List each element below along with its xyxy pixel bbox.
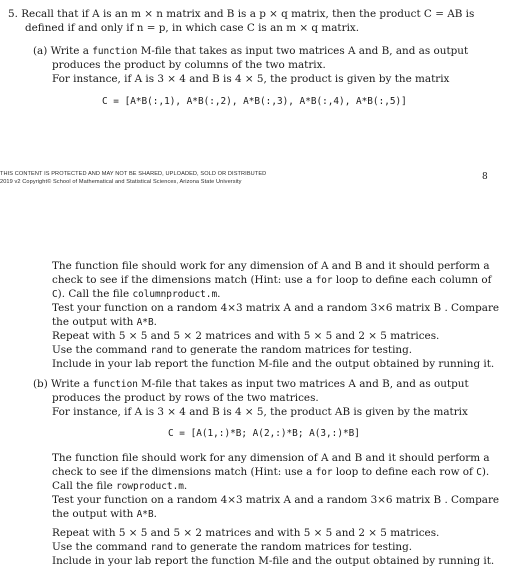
part-b-compare-line bbox=[52, 508, 157, 521]
part-a-repeat-line: Repeat with 5 × 5 and 5 × 2 matrices and with 5 × 5 and 2 × 5 matrices. bbox=[52, 330, 440, 342]
part-b-report-line: Include in your lab report the function M-file and the output obtained by running it. bbox=[52, 555, 495, 567]
part-b-compare-period: . bbox=[153, 508, 157, 520]
part-b-period: . bbox=[183, 480, 188, 492]
part-a-filename: columnproduct.m bbox=[132, 289, 218, 300]
part-a-call-file-text: ). Call the file bbox=[57, 288, 133, 300]
part-a-line-1-text: (a) Write a bbox=[33, 45, 93, 57]
part-b-requirements-line-2 bbox=[52, 466, 489, 479]
part-a-rand-code: rand bbox=[150, 345, 174, 356]
part-b-rand-line bbox=[52, 541, 412, 554]
part-b-for-keyword: for bbox=[315, 467, 333, 478]
part-b-requirements-line-1: The function file should work for any dimension of A and B and it should perform a bbox=[52, 452, 490, 464]
part-a-code-example: C = [A*B(:,1), A*B(:,2), A*B(:,3), A*B(:,4), A*B(:,5)] bbox=[102, 96, 407, 107]
question-5-line-2: defined if and only if n = p, in which case C is an m × q matrix. bbox=[25, 22, 360, 34]
part-a-line-1 bbox=[33, 45, 468, 58]
part-a-requirements-line-3 bbox=[52, 288, 220, 301]
part-a-line-1-rest: M-file that takes as input two matrices A and B, and as output bbox=[137, 45, 469, 57]
part-a-c-variable: C bbox=[52, 289, 58, 300]
part-a-hint-rest: loop to define each column of bbox=[332, 274, 492, 286]
part-b-line-1 bbox=[33, 378, 469, 391]
part-b-requirements-line-3 bbox=[52, 480, 187, 493]
part-b-call-file-text: Call the file bbox=[52, 480, 117, 492]
part-a-compare-text: the output with bbox=[52, 316, 137, 328]
part-a-period: . bbox=[217, 288, 221, 300]
part-a-rand-rest: to generate the random matrices for testing. bbox=[173, 344, 413, 356]
part-b-line-1-text: (b) Write a bbox=[33, 378, 93, 390]
part-a-rand-text: Use the command bbox=[52, 344, 151, 356]
copyright-notice-line-1: THIS CONTENT IS PROTECTED AND MAY NOT BE SHARED, UPLOADED, SOLD OR DISTRIBUTED bbox=[0, 171, 267, 177]
part-b-line-1-rest: M-file that takes as input two matrices A and B, and as output bbox=[137, 378, 469, 390]
part-b-test-line: Test your function on a random 4×3 matrix A and a random 3×6 matrix B . Compare bbox=[52, 494, 500, 506]
part-a-for-keyword: for bbox=[315, 275, 333, 286]
part-b-hint-end: ). bbox=[481, 466, 490, 478]
part-a-requirements-line-1: The function file should work for any dimension of A and B and it should perform a bbox=[52, 260, 490, 272]
part-a-hint-text: check to see if the dimensions match (Hint: use a bbox=[52, 274, 316, 286]
page-break bbox=[0, 188, 509, 252]
part-b-rand-rest: to generate the random matrices for testing. bbox=[173, 541, 413, 553]
part-a-ab-code: A*B bbox=[136, 317, 154, 328]
part-b-hint-text: check to see if the dimensions match (Hint: use a bbox=[52, 466, 316, 478]
part-a-compare-line bbox=[52, 316, 157, 329]
part-b-line-3: For instance, if A is 3 × 4 and B is 4 × 5, the product AB is given by the matrix bbox=[52, 406, 468, 418]
part-b-function-keyword: function bbox=[92, 379, 138, 390]
part-b-ab-code: A*B bbox=[136, 509, 154, 520]
part-b-code-example: C = [A(1,:)*B; A(2,:)*B; A(3,:)*B] bbox=[168, 428, 360, 439]
part-b-rand-code: rand bbox=[150, 542, 174, 553]
part-b-rand-text: Use the command bbox=[52, 541, 151, 553]
part-b-c-variable: C bbox=[476, 467, 482, 478]
part-a-line-3: For instance, if A is 3 × 4 and B is 4 × 5, the product is given by the matrix bbox=[52, 73, 450, 85]
part-b-hint-mid: loop to define each row of bbox=[332, 466, 477, 478]
page-number: 8 bbox=[482, 172, 488, 182]
part-a-requirements-line-2 bbox=[52, 274, 491, 287]
part-a-function-keyword: function bbox=[92, 46, 138, 57]
part-b-compare-text: the output with bbox=[52, 508, 137, 520]
part-b-filename: rowproduct.m bbox=[116, 481, 184, 492]
part-a-test-line: Test your function on a random 4×3 matrix A and a random 3×6 matrix B . Compare bbox=[52, 302, 500, 314]
part-a-report-line: Include in your lab report the function M-file and the output obtained by running it. bbox=[52, 358, 495, 370]
part-b-repeat-line: Repeat with 5 × 5 and 5 × 2 matrices and with 5 × 5 and 2 × 5 matrices. bbox=[52, 527, 440, 539]
part-a-line-2: produces the product by columns of the two matrix. bbox=[52, 59, 326, 71]
part-a-rand-line bbox=[52, 344, 412, 357]
question-5-line-1: 5. Recall that if A is an m × n matrix and B is a p × q matrix, then the product C = AB is bbox=[8, 8, 475, 20]
part-a-compare-period: . bbox=[153, 316, 157, 328]
copyright-notice-line-2: 2019 v2 Copyright© School of Mathematical and Statistical Sciences, Arizona State University bbox=[0, 179, 242, 185]
part-b-line-2: produces the product by rows of the two matrices. bbox=[52, 392, 319, 404]
